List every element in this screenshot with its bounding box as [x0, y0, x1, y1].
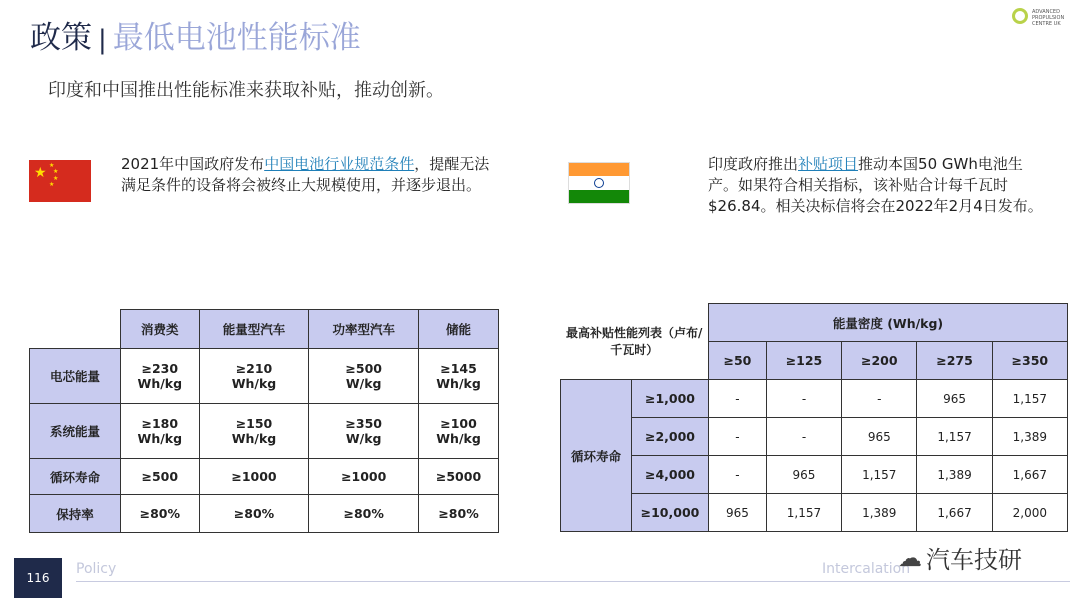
table-cell: ≥180 Wh/kg	[121, 404, 200, 459]
table-cell: ≥5000	[419, 459, 499, 495]
page-title	[30, 18, 361, 60]
row-header: ≥2,000	[632, 418, 709, 456]
table-cell: 965	[766, 456, 841, 494]
footer-right-label: Intercalation	[822, 561, 911, 577]
china-standards-table	[29, 309, 499, 533]
table-cell: 1,157	[842, 456, 917, 494]
col-header: ≥200	[842, 342, 917, 380]
cycle-life-label: 循环寿命	[561, 380, 632, 532]
table-cell: ≥80%	[121, 495, 200, 533]
col-header: ≥275	[917, 342, 992, 380]
footer-section-label: Policy	[76, 561, 117, 577]
table-group-header-row	[561, 304, 1068, 342]
watermark-text: 汽车技研	[926, 546, 1022, 574]
table-corner: 最高补贴性能列表（卢布/千瓦时）	[561, 304, 709, 380]
row-header: ≥4,000	[632, 456, 709, 494]
india-subsidy-link[interactable]: 补贴项目	[798, 155, 859, 173]
col-header: 储能	[419, 310, 499, 349]
table-cell: 1,389	[917, 456, 992, 494]
table-cell: 965	[917, 380, 992, 418]
table-cell: -	[709, 418, 767, 456]
table-cell: ≥230 Wh/kg	[121, 349, 200, 404]
page-number: 116	[14, 558, 62, 598]
wechat-icon: ☁	[898, 543, 922, 572]
apc-logo	[1012, 8, 1072, 30]
title-sub: 最低电池性能标准	[112, 20, 361, 56]
india-policy-text: 印度政府推出补贴项目推动本国50 GWh电池生产。如果符合相关指标，该补贴合计每千瓦时$26.84。相关决标信将会在2022年2月4日发布。	[708, 155, 1043, 215]
table-cell: 1,157	[992, 380, 1067, 418]
table-cell: ≥80%	[419, 495, 499, 533]
table-cell: ≥500	[121, 459, 200, 495]
table-cell: ≥350 W/kg	[309, 404, 419, 459]
row-header: ≥10,000	[632, 494, 709, 532]
slide-subtitle: 印度和中国推出性能标准来获取补贴，推动创新。	[48, 80, 444, 101]
table-cell: 1,389	[842, 494, 917, 532]
col-header: ≥350	[992, 342, 1067, 380]
india-flag-icon	[568, 162, 630, 204]
watermark	[898, 540, 1022, 575]
row-header: ≥1,000	[632, 380, 709, 418]
col-header: ≥50	[709, 342, 767, 380]
table-cell: ≥145 Wh/kg	[419, 349, 499, 404]
row-header: 系统能量	[30, 404, 121, 459]
table-cell: ≥80%	[309, 495, 419, 533]
table-row	[561, 456, 1068, 494]
table-cell: -	[766, 380, 841, 418]
india-subsidy-table	[560, 303, 1068, 532]
table-cell: -	[842, 380, 917, 418]
title-main: 政策	[30, 20, 92, 56]
table-cell: ≥500 W/kg	[309, 349, 419, 404]
table-header-row	[30, 310, 499, 349]
table-cell: ≥150 Wh/kg	[199, 404, 309, 459]
table-cell: ≥1000	[309, 459, 419, 495]
table-cell: 1,157	[766, 494, 841, 532]
table-cell: 1,667	[992, 456, 1067, 494]
table-cell: 965	[709, 494, 767, 532]
china-policy-text: 2021年中国政府发布中国电池行业规范条件，提醒无法满足条件的设备将会被终止大规模使用，并逐步退出。	[121, 155, 490, 194]
table-row	[30, 459, 499, 495]
table-cell: 2,000	[992, 494, 1067, 532]
logo-text: ADVANCED PROPULSION CENTRE UK	[1032, 9, 1065, 27]
table-corner	[30, 310, 121, 349]
table-row	[561, 418, 1068, 456]
row-header: 循环寿命	[30, 459, 121, 495]
table-row	[561, 494, 1068, 532]
col-header: ≥125	[766, 342, 841, 380]
col-header: 能量型汽车	[199, 310, 309, 349]
table-cell: 1,389	[992, 418, 1067, 456]
table-cell: ≥100 Wh/kg	[419, 404, 499, 459]
energy-density-header: 能量密度 (Wh/kg)	[709, 304, 1068, 342]
logo-ring-icon	[1012, 8, 1028, 24]
china-flag-icon: ★ ★ ★ ★ ★	[29, 160, 91, 202]
table-row	[30, 495, 499, 533]
row-header: 保持率	[30, 495, 121, 533]
table-cell: 1,157	[917, 418, 992, 456]
table-row	[30, 404, 499, 459]
table-cell: ≥80%	[199, 495, 309, 533]
table-cell: -	[766, 418, 841, 456]
col-header: 功率型汽车	[309, 310, 419, 349]
table-cell: 1,667	[917, 494, 992, 532]
table-row	[561, 380, 1068, 418]
col-header: 消费类	[121, 310, 200, 349]
table-cell: -	[709, 456, 767, 494]
table-cell: 965	[842, 418, 917, 456]
table-cell: ≥210 Wh/kg	[199, 349, 309, 404]
china-regulation-link[interactable]: 中国电池行业规范条件	[264, 155, 415, 173]
footer-divider	[76, 581, 1070, 582]
table-cell: -	[709, 380, 767, 418]
table-cell: ≥1000	[199, 459, 309, 495]
title-separator: |	[98, 25, 107, 55]
table-row	[30, 349, 499, 404]
row-header: 电芯能量	[30, 349, 121, 404]
